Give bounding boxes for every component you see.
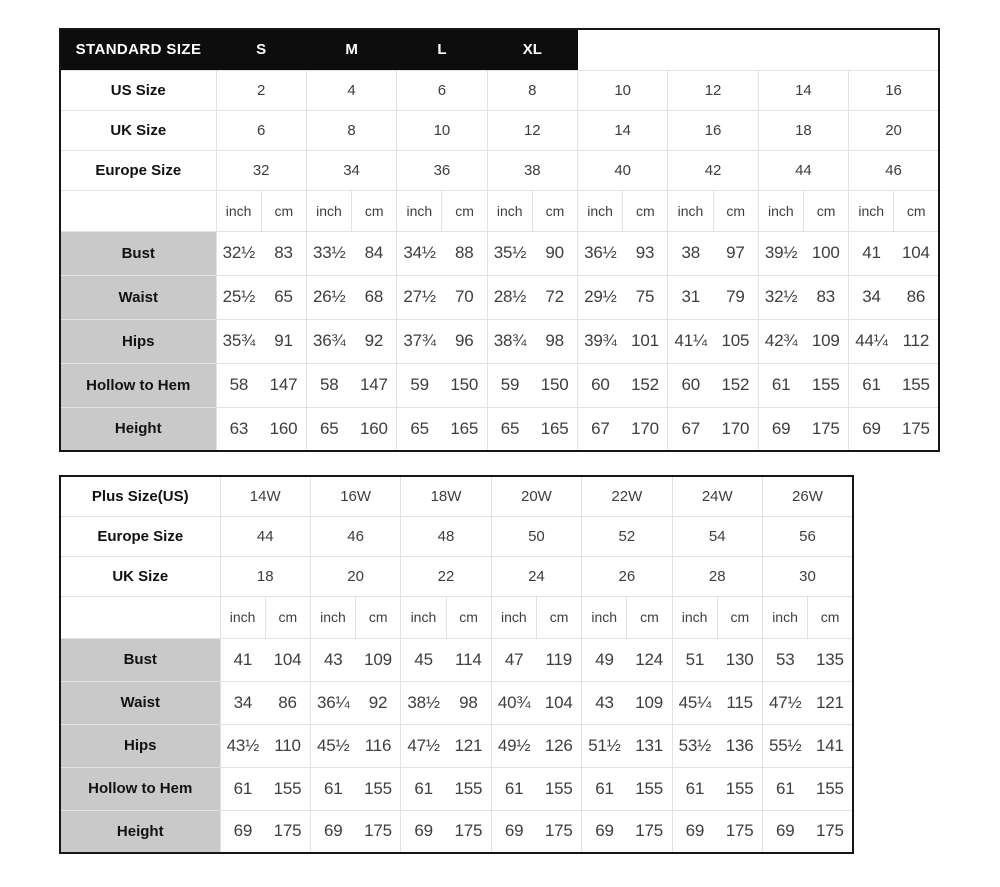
unit-row-spacer: [60, 596, 220, 638]
measurement-label: Height: [60, 407, 216, 451]
size-value: 18: [758, 110, 848, 150]
size-value: 46: [310, 516, 400, 556]
measurement-value-cm: 175: [265, 810, 310, 853]
measurement-value-cm: 83: [803, 275, 848, 319]
measurement-value-cm: 155: [808, 767, 853, 810]
measurement-value-cm: 155: [536, 767, 581, 810]
size-value: 32: [216, 150, 306, 190]
size-value: 28: [672, 556, 762, 596]
size-system-label: US Size: [60, 70, 216, 110]
measurement-value-inch: 43½: [220, 724, 265, 767]
measurement-value-cm: 126: [536, 724, 581, 767]
size-system-label: UK Size: [60, 110, 216, 150]
unit-header: cm: [808, 596, 853, 638]
size-value: 6: [216, 110, 306, 150]
size-conversion-row: [60, 476, 853, 516]
measurement-value-inch: 33½: [306, 231, 351, 275]
unit-header: inch: [582, 596, 627, 638]
measurement-value-inch: 51: [672, 638, 717, 681]
measurement-row: [60, 767, 853, 810]
size-value: 34: [306, 150, 396, 190]
size-value: 16: [849, 70, 939, 110]
size-value: 40: [578, 150, 668, 190]
measurement-value-inch: 65: [487, 407, 532, 451]
measurement-value-cm: 175: [536, 810, 581, 853]
measurement-value-inch: 59: [487, 363, 532, 407]
measurement-value-cm: 109: [356, 638, 401, 681]
measurement-value-inch: 63: [216, 407, 261, 451]
measurement-value-inch: 34: [849, 275, 894, 319]
measurement-value-inch: 69: [762, 810, 807, 853]
measurement-value-inch: 38: [668, 231, 713, 275]
measurement-value-inch: 51½: [582, 724, 627, 767]
measurement-value-cm: 104: [894, 231, 939, 275]
measurement-value-inch: 60: [668, 363, 713, 407]
measurement-value-cm: 104: [536, 681, 581, 724]
measurement-value-inch: 69: [672, 810, 717, 853]
measurement-value-cm: 86: [894, 275, 939, 319]
measurement-row: [60, 407, 939, 451]
size-value: 8: [306, 110, 396, 150]
measurement-value-inch: 69: [758, 407, 803, 451]
measurement-value-cm: 88: [442, 231, 487, 275]
unit-header: inch: [401, 596, 446, 638]
measurement-value-inch: 67: [578, 407, 623, 451]
unit-header: cm: [261, 190, 306, 231]
measurement-value-inch: 43: [310, 638, 355, 681]
size-value: 14: [578, 110, 668, 150]
measurement-value-inch: 49: [582, 638, 627, 681]
measurement-value-inch: 26½: [306, 275, 351, 319]
measurement-value-cm: 175: [356, 810, 401, 853]
measurement-value-cm: 170: [623, 407, 668, 451]
measurement-value-cm: 109: [803, 319, 848, 363]
measurement-value-cm: 101: [623, 319, 668, 363]
size-conversion-row: [60, 556, 853, 596]
measurement-value-inch: 69: [582, 810, 627, 853]
size-value: 22W: [582, 476, 672, 516]
unit-header: inch: [216, 190, 261, 231]
measurement-value-cm: 98: [446, 681, 491, 724]
measurement-value-cm: 155: [265, 767, 310, 810]
measurement-value-inch: 61: [491, 767, 536, 810]
measurement-value-inch: 36½: [578, 231, 623, 275]
measurement-value-inch: 61: [310, 767, 355, 810]
unit-header: cm: [352, 190, 397, 231]
measurement-value-cm: 84: [352, 231, 397, 275]
measurement-value-inch: 34: [220, 681, 265, 724]
size-value: 38: [487, 150, 577, 190]
measurement-label: Hollow to Hem: [60, 363, 216, 407]
measurement-value-cm: 70: [442, 275, 487, 319]
unit-header: inch: [220, 596, 265, 638]
unit-header: inch: [849, 190, 894, 231]
measurement-value-inch: 58: [306, 363, 351, 407]
measurement-row: [60, 681, 853, 724]
unit-header: inch: [758, 190, 803, 231]
measurement-value-cm: 175: [808, 810, 853, 853]
measurement-value-inch: 61: [849, 363, 894, 407]
measurement-value-inch: 47½: [762, 681, 807, 724]
measurement-value-inch: 59: [397, 363, 442, 407]
size-value: 54: [672, 516, 762, 556]
measurement-value-inch: 53½: [672, 724, 717, 767]
measurement-value-cm: 141: [808, 724, 853, 767]
unit-row-spacer: [60, 190, 216, 231]
measurement-value-inch: 67: [668, 407, 713, 451]
measurement-value-cm: 110: [265, 724, 310, 767]
measurement-value-inch: 53: [762, 638, 807, 681]
measurement-value-inch: 61: [401, 767, 446, 810]
measurement-value-inch: 41¼: [668, 319, 713, 363]
size-system-label: Europe Size: [60, 516, 220, 556]
measurement-value-inch: 39½: [758, 231, 803, 275]
measurement-value-cm: 83: [261, 231, 306, 275]
measurement-value-inch: 31: [668, 275, 713, 319]
unit-header: inch: [487, 190, 532, 231]
size-value: 36: [397, 150, 487, 190]
measurement-value-inch: 47: [491, 638, 536, 681]
measurement-row: [60, 810, 853, 853]
measurement-value-inch: 32½: [216, 231, 261, 275]
measurement-value-inch: 41: [849, 231, 894, 275]
size-conversion-row: [60, 516, 853, 556]
measurement-value-cm: 135: [808, 638, 853, 681]
measurement-value-inch: 43: [582, 681, 627, 724]
measurement-value-cm: 147: [352, 363, 397, 407]
measurement-value-inch: 38¾: [487, 319, 532, 363]
measurement-value-cm: 116: [356, 724, 401, 767]
measurement-value-cm: 68: [352, 275, 397, 319]
measurement-value-cm: 155: [356, 767, 401, 810]
measurement-label: Waist: [60, 681, 220, 724]
measurement-value-inch: 37¾: [397, 319, 442, 363]
measurement-value-cm: 175: [717, 810, 762, 853]
measurement-value-inch: 61: [762, 767, 807, 810]
size-value: 18: [220, 556, 310, 596]
measurement-row: [60, 275, 939, 319]
measurement-value-cm: 90: [532, 231, 577, 275]
size-group-header: L: [397, 29, 487, 70]
measurement-value-inch: 35½: [487, 231, 532, 275]
measurement-value-cm: 131: [627, 724, 672, 767]
measurement-value-cm: 92: [356, 681, 401, 724]
size-group-header: S: [216, 29, 306, 70]
size-value: 24W: [672, 476, 762, 516]
measurement-value-inch: 61: [582, 767, 627, 810]
measurement-value-inch: 49½: [491, 724, 536, 767]
unit-header: cm: [894, 190, 939, 231]
measurement-value-cm: 97: [713, 231, 758, 275]
unit-header: inch: [306, 190, 351, 231]
measurement-value-inch: 36¾: [306, 319, 351, 363]
measurement-value-inch: 65: [397, 407, 442, 451]
measurement-value-inch: 45½: [310, 724, 355, 767]
measurement-value-cm: 152: [623, 363, 668, 407]
measurement-value-inch: 41: [220, 638, 265, 681]
size-group-header: XL: [487, 29, 577, 70]
size-value: 50: [491, 516, 581, 556]
measurement-value-cm: 79: [713, 275, 758, 319]
measurement-value-inch: 44¼: [849, 319, 894, 363]
measurement-value-cm: 130: [717, 638, 762, 681]
measurement-value-cm: 86: [265, 681, 310, 724]
measurement-value-cm: 160: [261, 407, 306, 451]
measurement-value-inch: 58: [216, 363, 261, 407]
size-conversion-row: [60, 70, 939, 110]
size-value: 48: [401, 516, 491, 556]
size-value: 4: [306, 70, 396, 110]
unit-header: cm: [717, 596, 762, 638]
measurement-value-cm: 155: [894, 363, 939, 407]
measurement-value-inch: 36¼: [310, 681, 355, 724]
size-value: 44: [758, 150, 848, 190]
unit-header: cm: [265, 596, 310, 638]
size-value: 26W: [762, 476, 853, 516]
measurement-label: Hips: [60, 319, 216, 363]
size-value: 10: [397, 110, 487, 150]
measurement-value-cm: 121: [808, 681, 853, 724]
measurement-label: Height: [60, 810, 220, 853]
measurement-value-cm: 150: [532, 363, 577, 407]
size-system-label: Plus Size(US): [91, 487, 189, 505]
measurement-value-cm: 119: [536, 638, 581, 681]
measurement-value-cm: 100: [803, 231, 848, 275]
measurement-value-cm: 104: [265, 638, 310, 681]
measurement-label: Hollow to Hem: [60, 767, 220, 810]
unit-header: inch: [397, 190, 442, 231]
measurement-value-inch: 69: [491, 810, 536, 853]
measurement-value-inch: 27½: [397, 275, 442, 319]
measurement-value-inch: 69: [401, 810, 446, 853]
measurement-value-cm: 175: [446, 810, 491, 853]
measurement-value-cm: 165: [442, 407, 487, 451]
measurement-value-inch: 69: [220, 810, 265, 853]
size-value: 10: [578, 70, 668, 110]
unit-header: cm: [356, 596, 401, 638]
measurement-value-cm: 155: [717, 767, 762, 810]
size-value: 6: [397, 70, 487, 110]
size-system-label: UK Size: [60, 556, 220, 596]
size-conversion-row: [60, 150, 939, 190]
measurement-value-cm: 175: [894, 407, 939, 451]
measurement-value-inch: 65: [306, 407, 351, 451]
measurement-row: [60, 231, 939, 275]
measurement-value-cm: 152: [713, 363, 758, 407]
size-group-header: M: [306, 29, 396, 70]
unit-header: cm: [713, 190, 758, 231]
measurement-value-cm: 175: [627, 810, 672, 853]
measurement-value-cm: 115: [717, 681, 762, 724]
size-value: 20W: [491, 476, 581, 516]
size-value: 30: [762, 556, 853, 596]
standard-size-table: [59, 28, 940, 452]
measurement-value-cm: 109: [627, 681, 672, 724]
unit-header: cm: [627, 596, 672, 638]
unit-header: inch: [668, 190, 713, 231]
measurement-value-inch: 60: [578, 363, 623, 407]
size-value: 20: [310, 556, 400, 596]
measurement-value-cm: 91: [261, 319, 306, 363]
unit-header-row: [60, 190, 939, 231]
measurement-value-cm: 96: [442, 319, 487, 363]
plus-size-table: [59, 475, 854, 854]
measurement-value-cm: 112: [894, 319, 939, 363]
measurement-row: [60, 638, 853, 681]
unit-header: inch: [762, 596, 807, 638]
unit-header: inch: [491, 596, 536, 638]
measurement-value-cm: 114: [446, 638, 491, 681]
measurement-value-inch: 25½: [216, 275, 261, 319]
measurement-value-cm: 170: [713, 407, 758, 451]
measurement-value-inch: 29½: [578, 275, 623, 319]
size-value: 16: [668, 110, 758, 150]
size-value: 42: [668, 150, 758, 190]
measurement-value-inch: 47½: [401, 724, 446, 767]
measurement-value-cm: 105: [713, 319, 758, 363]
measurement-value-inch: 45: [401, 638, 446, 681]
measurement-value-inch: 32½: [758, 275, 803, 319]
size-value: 24: [491, 556, 581, 596]
unit-header: cm: [536, 596, 581, 638]
measurement-value-cm: 65: [261, 275, 306, 319]
measurement-value-cm: 92: [352, 319, 397, 363]
size-value: 46: [849, 150, 939, 190]
measurement-value-cm: 165: [532, 407, 577, 451]
measurement-value-cm: 75: [623, 275, 668, 319]
measurement-value-inch: 38½: [401, 681, 446, 724]
measurement-value-cm: 72: [532, 275, 577, 319]
measurement-value-inch: 35¾: [216, 319, 261, 363]
unit-header: inch: [578, 190, 623, 231]
measurement-label: Bust: [60, 231, 216, 275]
measurement-value-inch: 40¾: [491, 681, 536, 724]
measurement-value-inch: 61: [672, 767, 717, 810]
size-value: 56: [762, 516, 853, 556]
measurement-value-cm: 150: [442, 363, 487, 407]
measurement-value-inch: 69: [849, 407, 894, 451]
measurement-value-inch: 61: [220, 767, 265, 810]
unit-header: cm: [446, 596, 491, 638]
size-value: 14: [758, 70, 848, 110]
size-value: 44: [220, 516, 310, 556]
measurement-value-inch: 55½: [762, 724, 807, 767]
size-value: 2: [216, 70, 306, 110]
size-value: 26: [582, 556, 672, 596]
measurement-label: Hips: [60, 724, 220, 767]
size-value: 18W: [401, 476, 491, 516]
measurement-value-cm: 93: [623, 231, 668, 275]
unit-header: inch: [310, 596, 355, 638]
measurement-value-cm: 98: [532, 319, 577, 363]
measurement-label: Bust: [60, 638, 220, 681]
size-conversion-row: [60, 110, 939, 150]
measurement-row: [60, 724, 853, 767]
unit-header: cm: [623, 190, 668, 231]
measurement-value-inch: 39¾: [578, 319, 623, 363]
measurement-value-cm: 136: [717, 724, 762, 767]
size-value: 52: [582, 516, 672, 556]
size-value: 22: [401, 556, 491, 596]
measurement-value-cm: 121: [446, 724, 491, 767]
unit-header: cm: [442, 190, 487, 231]
unit-header: cm: [803, 190, 848, 231]
measurement-value-inch: 61: [758, 363, 803, 407]
size-value: 12: [487, 110, 577, 150]
unit-header: inch: [672, 596, 717, 638]
measurement-value-cm: 124: [627, 638, 672, 681]
measurement-value-cm: 147: [261, 363, 306, 407]
measurement-value-inch: 45¼: [672, 681, 717, 724]
measurement-value-inch: 34½: [397, 231, 442, 275]
measurement-label: Waist: [60, 275, 216, 319]
measurement-value-cm: 175: [803, 407, 848, 451]
measurement-value-cm: 160: [352, 407, 397, 451]
measurement-value-inch: 28½: [487, 275, 532, 319]
size-value: 12: [668, 70, 758, 110]
size-value: 20: [849, 110, 939, 150]
measurement-value-cm: 155: [627, 767, 672, 810]
measurement-value-inch: 42¾: [758, 319, 803, 363]
table-header-row: [60, 29, 939, 70]
unit-header-row: [60, 596, 853, 638]
measurement-row: [60, 319, 939, 363]
measurement-value-cm: 155: [803, 363, 848, 407]
measurement-row: [60, 363, 939, 407]
size-value: 14W: [220, 476, 310, 516]
standard-size-title: STANDARD SIZE: [60, 29, 216, 70]
size-value: 16W: [310, 476, 400, 516]
size-value: 8: [487, 70, 577, 110]
unit-header: cm: [532, 190, 577, 231]
size-system-label: Europe Size: [60, 150, 216, 190]
measurement-value-cm: 155: [446, 767, 491, 810]
measurement-value-inch: 69: [310, 810, 355, 853]
